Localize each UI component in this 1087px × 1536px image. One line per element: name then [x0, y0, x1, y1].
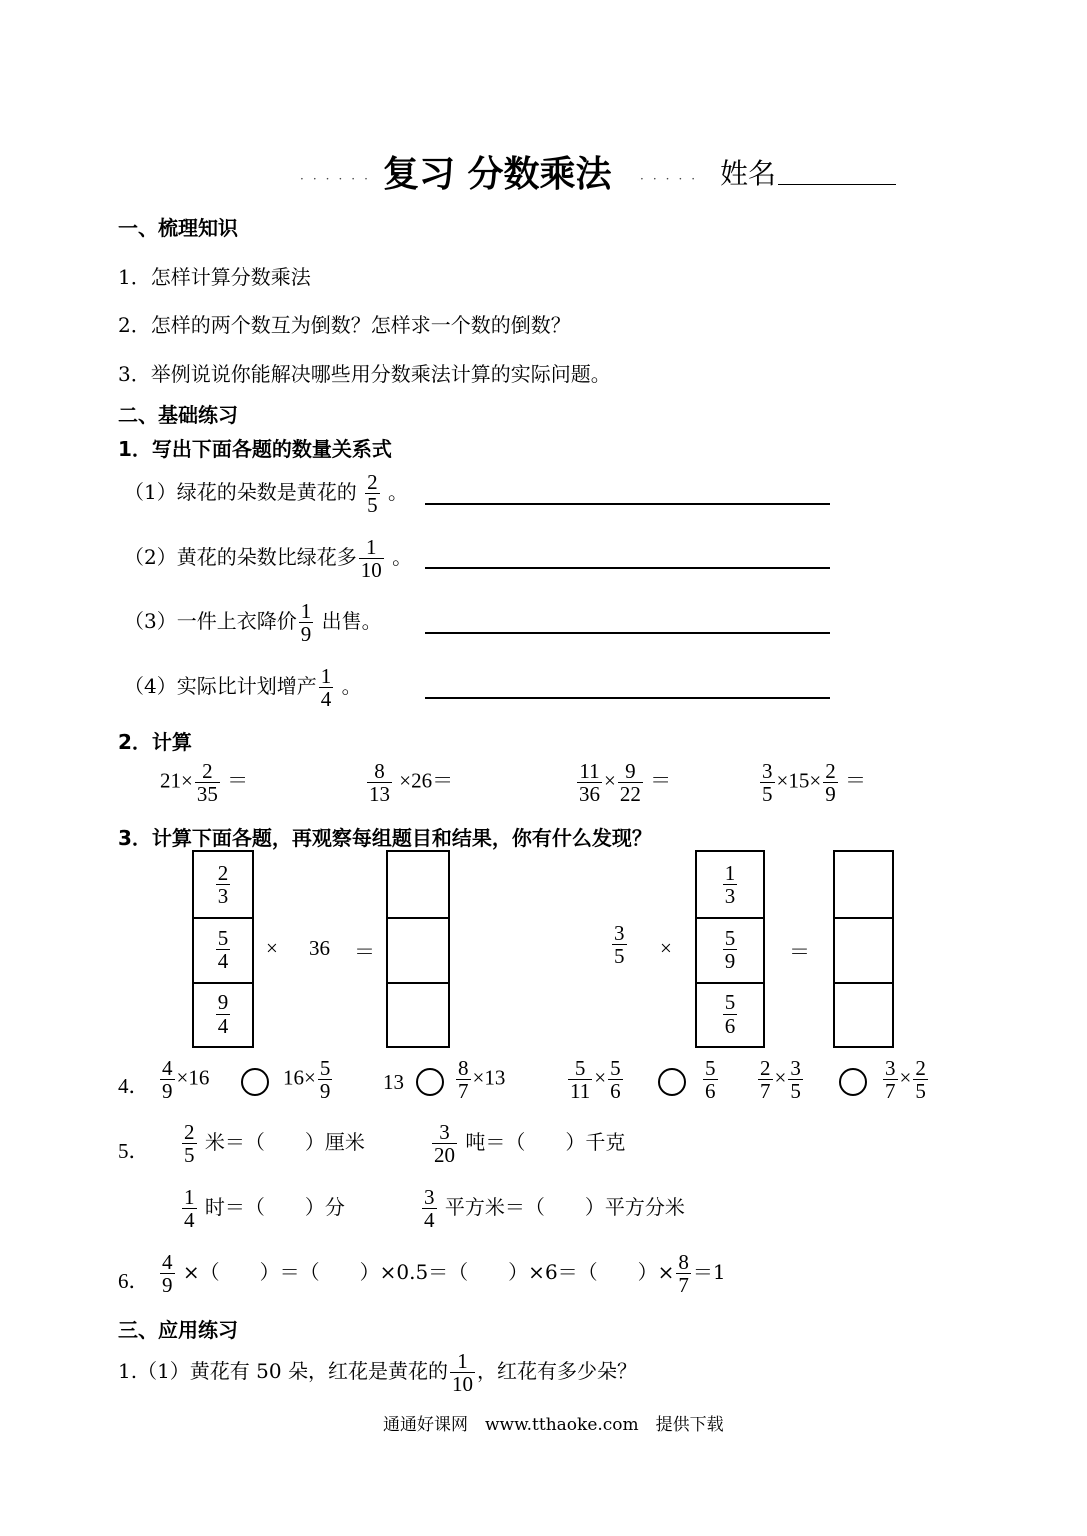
fraction-stack-box: $\frac{2}{3}$ $\frac{5}{4}$ $\frac{9}{4}$: [192, 850, 254, 1048]
footer-text: 通通好课网 www.tthaoke.com 提供下载: [383, 1415, 724, 1435]
question-number: 4．: [118, 1074, 150, 1098]
fraction: $\frac{1}{10}$: [360, 535, 382, 583]
compare-left: $\frac{4}{9}$ ×16: [162, 1056, 210, 1104]
calc-expression: $\frac{3}{5}$ ×15× $\frac{2}{9}$ ＝: [762, 759, 866, 807]
page-title: 复习 分数乘法: [383, 154, 612, 195]
question-number: 6．: [118, 1269, 150, 1293]
title-dots-right: ·····: [640, 172, 705, 186]
relation-item: （4）实际比计划增产 $\frac{1}{4}$ 。: [124, 664, 362, 712]
chain-equation: $\frac{4}{9}$ ×（ ）＝（ ）×0.5＝（ ）×6＝（ ）× $\frac{8}{7}$ ＝1: [162, 1250, 726, 1298]
name-field-line[interactable]: [778, 184, 896, 185]
fraction: $\frac{1}{4}$: [320, 664, 332, 712]
answer-line[interactable]: [425, 567, 830, 569]
relation-item: （3）一件上衣降价 $\frac{1}{9}$ 出售。: [124, 599, 382, 647]
compare-right: $\frac{5}{6}$: [705, 1056, 716, 1104]
fraction: $\frac{2}{5}$: [367, 470, 378, 518]
calc-expression: $\frac{8}{13}$ ×26＝: [369, 759, 454, 807]
times-sign: ×: [660, 936, 672, 960]
list-item: 1．怎样计算分数乘法: [118, 265, 311, 289]
compare-circle[interactable]: [658, 1068, 686, 1096]
equals-sign: ＝: [354, 940, 375, 964]
application-question: 1.（1）黄花有 50 朵，红花是黄花的 $\frac{1}{10}$ ，红花有多少朵？: [118, 1349, 637, 1397]
answer-line[interactable]: [425, 632, 830, 634]
times-sign: ×: [266, 936, 278, 960]
answer-line[interactable]: [425, 697, 830, 699]
relation-item: （2）黄花的朵数比绿花多 $\frac{1}{10}$ 。: [124, 535, 413, 583]
section-heading: 二、基础练习: [118, 403, 238, 427]
question-number: 5．: [118, 1139, 150, 1163]
name-label: 姓名: [720, 157, 777, 190]
section-heading: 三、应用练习: [118, 1318, 238, 1342]
title-dots-left: ······: [300, 172, 377, 186]
fraction-stack-box: $\frac{1}{3}$ $\frac{5}{9}$ $\frac{5}{6}$: [695, 850, 765, 1048]
question-title: 1．写出下面各题的数量关系式: [118, 437, 392, 461]
multiplier: 36: [309, 936, 330, 960]
question-title: 3．计算下面各题，再观察每组题目和结果，你有什么发现？: [118, 826, 652, 850]
conversion-item: $\frac{3}{4}$ 平方米＝（ ）平方分米: [424, 1185, 685, 1233]
compare-right: $\frac{3}{7}$ × $\frac{2}{5}$: [885, 1056, 926, 1104]
calc-expression: 21× $\frac{2}{35}$ ＝: [160, 759, 249, 807]
compare-left: $\frac{5}{11}$ × $\frac{5}{6}$: [570, 1056, 621, 1104]
conversion-item: $\frac{2}{5}$ 米＝（ ）厘米: [184, 1120, 365, 1168]
conversion-item: $\frac{3}{20}$ 吨＝（ ）千克: [434, 1120, 626, 1168]
answer-line[interactable]: [425, 503, 830, 505]
lead-fraction: $\frac{3}{5}$: [614, 921, 625, 969]
fraction: $\frac{1}{9}$: [300, 599, 312, 647]
compare-right: 16× $\frac{5}{9}$: [283, 1056, 331, 1104]
equals-sign: ＝: [789, 940, 810, 964]
conversion-item: $\frac{1}{4}$ 时＝（ ）分: [184, 1185, 345, 1233]
compare-circle[interactable]: [839, 1068, 867, 1096]
compare-left: 13: [383, 1070, 404, 1094]
section-heading: 一、梳理知识: [118, 216, 238, 240]
list-item: 2．怎样的两个数互为倒数？怎样求一个数的倒数？: [118, 313, 571, 337]
relation-item: （1）绿花的朵数是黄花的 $\frac{2}{5}$ 。: [124, 470, 408, 518]
calc-expression: $\frac{11}{36}$ × $\frac{9}{22}$ ＝: [579, 759, 672, 807]
compare-circle[interactable]: [416, 1068, 444, 1096]
compare-circle[interactable]: [241, 1068, 269, 1096]
list-item: 3．举例说说你能解决哪些用分数乘法计算的实际问题。: [118, 362, 611, 386]
question-title: 2．计算: [118, 730, 192, 754]
answer-box-stack[interactable]: [833, 850, 894, 1048]
compare-left: $\frac{2}{7}$ × $\frac{3}{5}$: [760, 1056, 801, 1104]
compare-right: $\frac{8}{7}$ ×13: [458, 1056, 506, 1104]
answer-box-stack[interactable]: [386, 850, 450, 1048]
